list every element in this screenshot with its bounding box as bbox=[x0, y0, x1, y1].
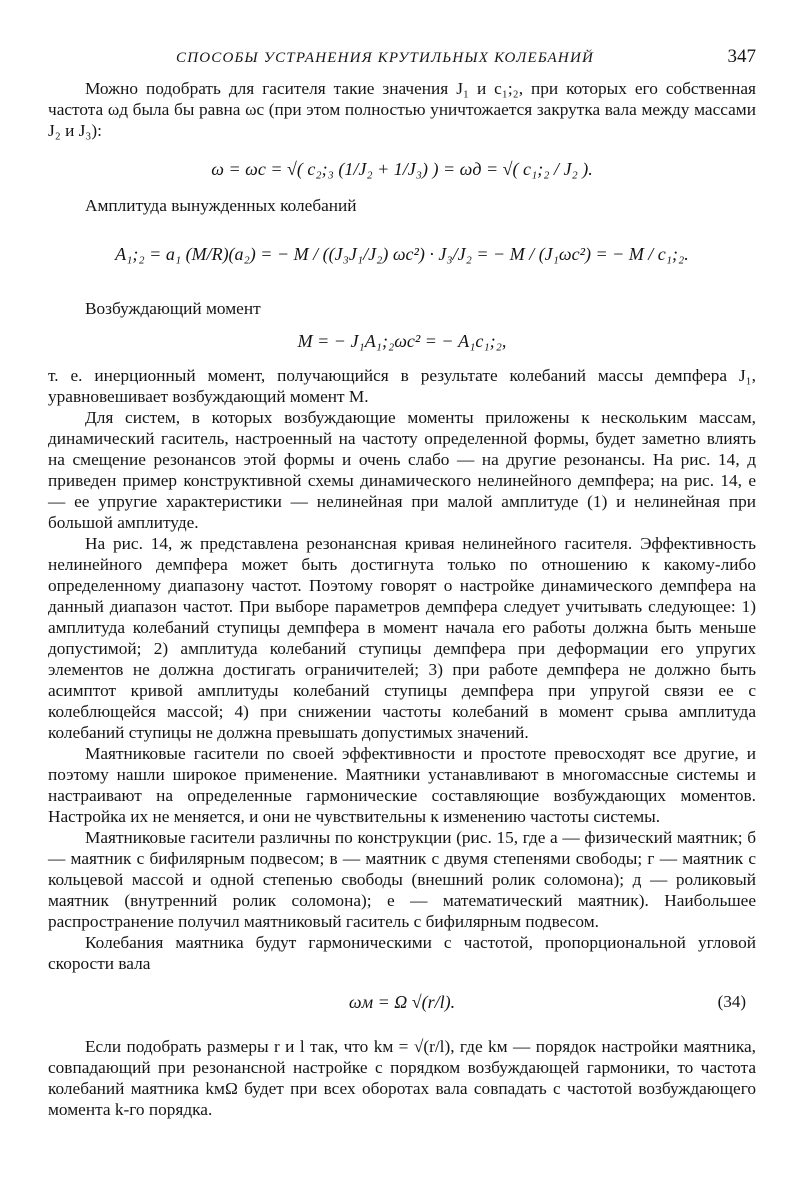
equation-number: (34) bbox=[717, 992, 746, 1011]
paragraph-pendulum-absorbers: Маятниковые гасители по своей эффективности и простоте превосходят все другие, и поэтому нашли широкое применение. Маятники устанавливают в многомассные системы и настраивают на определенные гармонические составляющие возбуждающих моментов. Настройка их не меняется, и они не чувствительны к изменению частоты системы. bbox=[48, 744, 756, 826]
paragraph-resonance-curve: На рис. 14, ж представлена резонансная кривая нелинейного гасителя. Эффективность нелинейного демпфера может быть достигнута только по отношению к какому-либо определенному диапазону частот. Поэтому говорят о настройке динамического демпфера на данный диапазон частот. При выборе параметров демпфера следует учитывать следующее: 1) амплитуда колебаний ступицы демпфера в момент начала его работы должна быть меньше допустимой; 2) амплитуда колебаний ступицы демпфера при деформации его упругих элементов не должна достигать ограничителей; 3) при работе демпфера не должно быть асимптот кривой амплитуды колебаний ступицы демпфера при упругой связи ее с колеблющейся массой; 4) при снижении частоты колебаний в момент срыва амплитуда колебаний ступицы не должна превышать допустимых значений. bbox=[48, 534, 756, 742]
paragraph-systems: Для систем, в которых возбуждающие моменты приложены к нескольким массам, динамический гаситель, настроенный на частоту определенной формы, будет заметно влиять на смещение резонансов этой формы и очень слабо — на другие резонансы. На рис. 14, д приведен пример конструктивной схемы динамического нелинейного демпфера; на рис. 14, е — ее упругие характеристики — нелинейная при малой амплитуде (1) и нелинейная при большой амплитуде. bbox=[48, 408, 756, 532]
book-page bbox=[48, 38, 756, 1178]
page-header bbox=[48, 38, 756, 68]
formula-amplitude-text: A₁;₂ = a₁ (M/R)(a₂) = − M / ((J₃J₁/J₂) ωс²) · J₃/J₂ = − M / (J₁ωс²) = − M / c₁;₂. bbox=[115, 244, 689, 264]
formula-moment-text: M = − J₁A₁;₂ωс² = − A₁c₁;₂, bbox=[297, 331, 507, 351]
page-number: 347 bbox=[727, 46, 756, 67]
running-title: СПОСОБЫ УСТРАНЕНИЯ КРУТИЛЬНЫХ КОЛЕБАНИЙ bbox=[176, 50, 595, 66]
formula-34-text: ωм = Ω √(r/l). bbox=[348, 992, 456, 1012]
formula-34 bbox=[48, 974, 756, 1036]
paragraph-pendulum-oscillations: Колебания маятника будут гармоническими с частотой, пропорциональной угловой скорости вала bbox=[48, 933, 756, 973]
paragraph-tuning-order: Если подобрать размеры r и l так, что kм = √(r/l), где kм — порядок настройки маятника, совпадающий при резонансной настройке с порядком возбуждающей гармоники, то частота колебаний маятника kмΩ будет при всех оборотах вала совпадать с частотой возбуждающего момента k-го порядка. bbox=[48, 1037, 756, 1119]
formula-amplitude bbox=[48, 216, 756, 298]
paragraph-exciting-moment-label: Возбуждающий момент bbox=[85, 299, 261, 318]
paragraph-intro: Можно подобрать для гасителя такие значения J₁ и c₁;₂, при которых его собственная частота ωд была бы равна ωс (при этом полностью уничтожается закрутка вала между массами J₂ и J₃): bbox=[48, 79, 756, 140]
formula-moment bbox=[48, 319, 756, 365]
formula-omega-text: ω = ωс = √( c₂;₃ (1/J₂ + 1/J₃) ) = ωд = √( c₁;₂ / J₂ ). bbox=[211, 159, 593, 179]
paragraph-inertial-moment: т. е. инерционный момент, получающийся в результате колебаний массы демпфера J₁, уравновешивает возбуждающий момент M. bbox=[48, 366, 756, 406]
formula-omega bbox=[48, 147, 756, 195]
paragraph-amplitude-label: Амплитуда вынужденных колебаний bbox=[85, 196, 357, 215]
paragraph-pendulum-designs: Маятниковые гасители различны по конструкции (рис. 15, где а — физический маятник; б — маятник с бифилярным подвесом; в — маятник с двумя степенями свободы; г — маятник с кольцевой массой и одной степенью свободы (внешний ролик соломона); д — роликовый маятник (внутренний ролик соломона); е — математический маятник). Наибольшее распространение получил маятниковый гаситель с бифилярным подвесом. bbox=[48, 828, 756, 931]
